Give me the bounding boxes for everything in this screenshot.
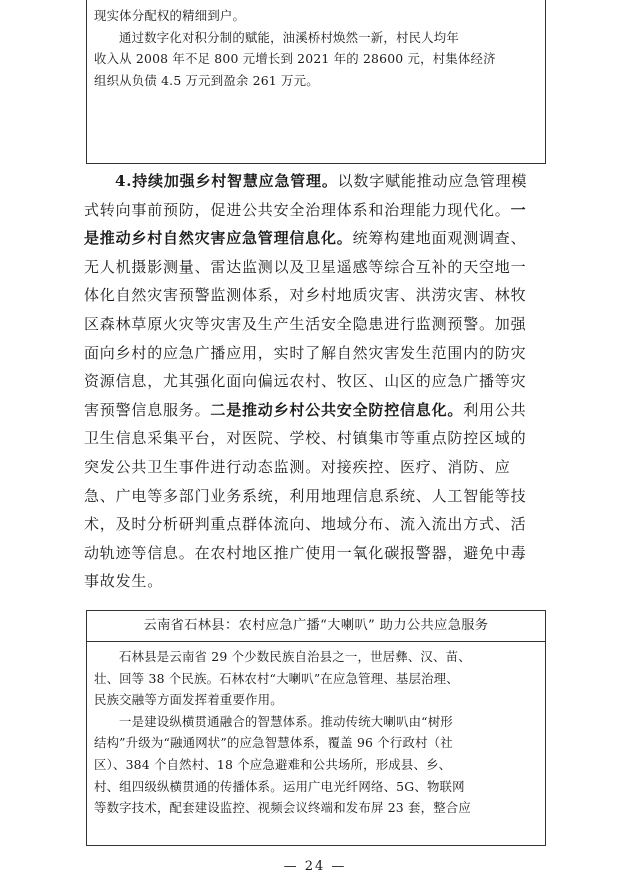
body-line	[84, 539, 554, 568]
case-box-line: 石林县是云南省 29 个少数民族自治县之一，世居彝、汉、苗、	[119, 649, 471, 664]
body-text: 害预警信息服务。	[84, 400, 211, 419]
body-text: 统筹构建地面观测调查、	[352, 229, 527, 248]
body-line	[84, 396, 554, 425]
body-line	[84, 367, 554, 396]
page-number: — 24 —	[283, 859, 347, 874]
case-box-line: 一是建设纵横贯通融合的智慧体系。推动传统大喇叭由“树形	[119, 713, 453, 729]
body-text: 区森林草原火灾等灾害及生产生活安全隐患进行监测预警。加强	[84, 314, 527, 333]
body-text: 资源信息，尤其强化面向偏远农村、牧区、山区的应急广播等灾	[84, 372, 527, 391]
body-line	[84, 482, 554, 511]
body-line	[84, 224, 554, 253]
body-text: 以数字赋能推动应急管理模	[337, 172, 528, 190]
top-case-box	[86, 0, 546, 164]
body-text: 突发公共卫生事件进行动态监测。对接疾控、医疗、消防、应	[84, 457, 511, 476]
case-box-shilin	[86, 610, 546, 846]
body-line	[84, 310, 554, 339]
bold-heading-text: 是推动乡村自然灾害应急管理信息化。	[84, 229, 353, 248]
body-text: 面向乡村的应急广播应用，实时了解自然灾害发生范围内的防灾	[84, 343, 527, 362]
body-text: 术，及时分析研判重点群体流向、地域分布、流入流出方式、活	[84, 515, 527, 534]
case-box-line: 民族交融等方面发挥着重要作用。	[94, 692, 283, 708]
bold-heading-text: 4.持续加强乡村智慧应急管理。	[115, 172, 338, 190]
body-line	[84, 567, 554, 596]
body-line	[84, 196, 554, 225]
body-line	[84, 510, 554, 539]
body-line	[84, 424, 554, 453]
case-box-line: 壮、回等 38 个民族。石林农村“大喇叭”在应急管理、基层治理、	[94, 670, 459, 686]
body-text: 式转向事前预防，促进公共安全治理体系和治理能力现代化。	[84, 200, 511, 219]
body-line	[84, 281, 554, 310]
top-box-line: 组织从负债 4.5 万元到盈余 261 万元。	[94, 72, 319, 88]
bold-heading-text: 一	[510, 200, 527, 219]
main-body-text	[84, 167, 554, 596]
body-text: 无人机摄影测量、雷达监测以及卫星遥感等综合互补的天空地一	[84, 257, 527, 276]
top-box-line: 通过数字化对积分制的赋能，油溪桥村焕然一新，村民人均年	[119, 29, 459, 45]
body-text: 动轨迹等信息。在农村地区推广使用一氧化碳报警器，避免中毒	[84, 543, 527, 562]
body-text: 事故发生。	[84, 572, 164, 591]
case-box-title: 云南省石林县：农村应急广播“大喇叭” 助力公共应急服务	[87, 611, 545, 642]
case-box-line: 区）、384 个自然村、18 个应急避难和公共场所，形成县、乡、	[94, 756, 452, 772]
case-box-line: 等数字技术，配套建设监控、视频会议终端和发布屏 23 套，整合应	[94, 800, 471, 816]
body-text: 卫生信息采集平台，对医院、学校、村镇集市等重点防控区域的	[84, 429, 527, 448]
body-text: 利用公共	[463, 400, 527, 419]
body-line	[84, 167, 554, 196]
top-box-line: 现实体分配权的精细到户。	[94, 8, 246, 23]
body-line	[84, 453, 554, 482]
body-line	[84, 253, 554, 282]
top-box-line: 收入从 2008 年不足 800 元增长到 2021 年的 28600 元，村集体经济	[94, 51, 496, 66]
case-box-line: 结构”升级为“融通网状”的应急智慧体系，覆盖 96 个行政村（社	[94, 735, 453, 751]
body-text: 体化自然灾害预警监测体系，对乡村地质灾害、洪涝灾害、林牧	[84, 286, 527, 305]
body-text: 急、广电等多部门业务系统，利用地理信息系统、人工智能等技	[84, 486, 527, 505]
bold-heading-text: 二是推动乡村公共安全防控信息化。	[210, 400, 464, 419]
case-box-line: 村、组四级纵横贯通的传播体系。运用广电光纤网络、5G、物联网	[94, 778, 465, 794]
case-box-body	[87, 642, 545, 819]
body-line	[84, 339, 554, 368]
